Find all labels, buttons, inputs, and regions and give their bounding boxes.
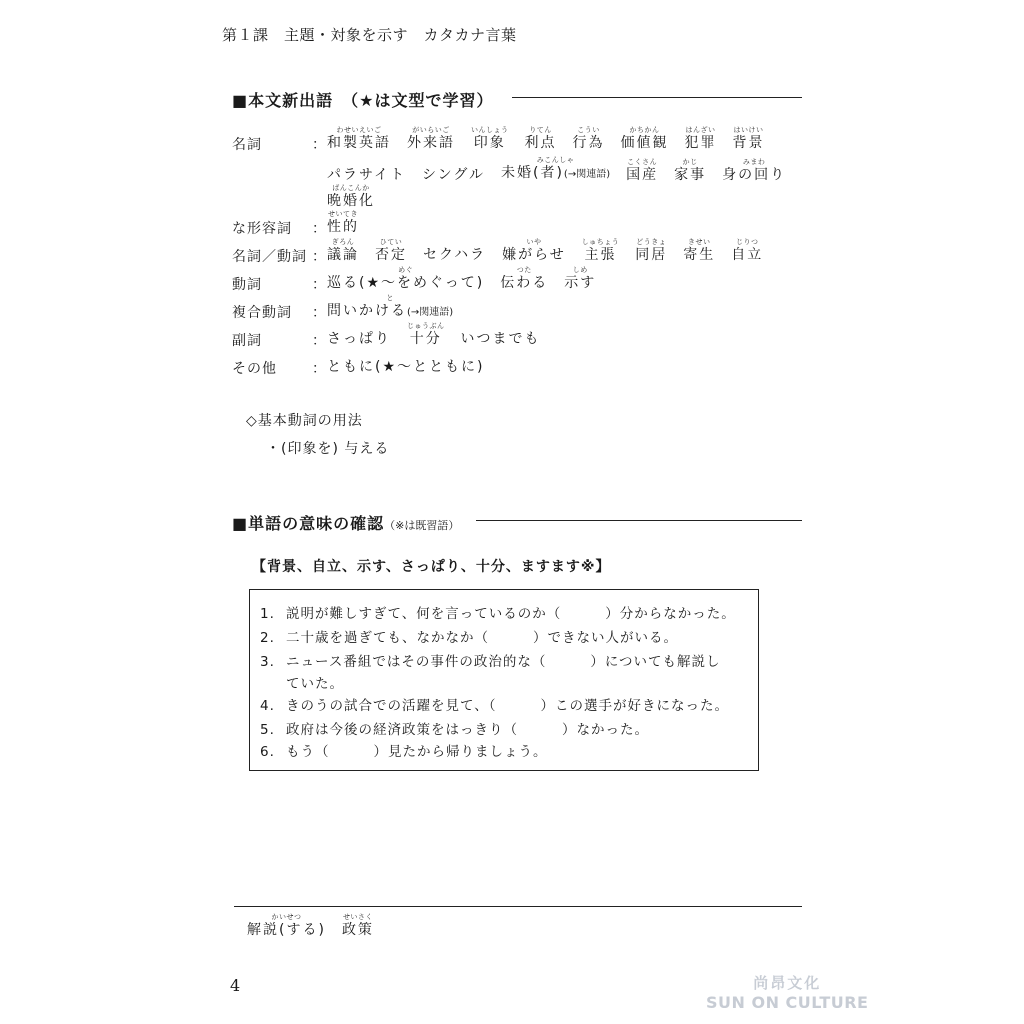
question-text-before: ニュース番組ではその事件の政治的な（	[286, 654, 547, 670]
vocab-word	[327, 322, 391, 348]
furigana: こくさん	[627, 158, 658, 166]
furigana	[327, 322, 391, 330]
question-text-after: ）できない人がいる。	[533, 630, 678, 646]
furigana: かじ	[682, 158, 698, 166]
word-text	[327, 358, 484, 376]
word-text	[564, 274, 596, 292]
question-text-after: ）分からなかった。	[605, 606, 736, 622]
question-text-after: ）この選手が好きになった。	[540, 698, 729, 714]
word-main: パラサイト	[327, 167, 407, 183]
meaning-section-title-text: ■単語の意味の確認	[232, 514, 385, 533]
vocab-word	[327, 158, 406, 184]
word-main: 価値観	[620, 135, 669, 151]
word-text	[422, 166, 485, 184]
word-text	[327, 274, 484, 292]
word-text	[327, 166, 406, 184]
vocab-category: 副詞	[232, 333, 262, 349]
publisher-logo	[706, 972, 868, 1012]
vocab-category: 動詞	[232, 277, 262, 293]
question-item	[260, 626, 678, 646]
question-text-before: ていた。	[286, 676, 344, 692]
furigana: せいてき	[328, 210, 358, 218]
vocab-words	[327, 266, 612, 292]
word-main: シングル	[422, 167, 485, 183]
word-main: 犯罪	[684, 135, 717, 151]
word-text	[582, 246, 620, 264]
furigana: と	[386, 294, 394, 302]
furigana: めぐ	[398, 266, 414, 274]
furigana	[327, 350, 484, 358]
word-text	[327, 134, 391, 152]
vocab-word	[685, 126, 717, 152]
vocab-category: 名詞	[232, 137, 262, 153]
vocab-word	[407, 126, 455, 152]
word-text	[674, 166, 706, 184]
colon: ：	[312, 277, 326, 293]
vocab-word	[423, 238, 486, 264]
meaning-section-note: （※は既習語）	[384, 519, 460, 532]
vocab-category: その他	[232, 361, 277, 377]
word-text	[407, 330, 445, 348]
vocab-word	[500, 266, 548, 292]
vocab-section-title: ■本文新出語 （★は文型で学習）	[232, 91, 494, 110]
word-main: 行為	[572, 135, 605, 151]
word-main: 主張	[584, 247, 617, 263]
word-text	[525, 134, 557, 152]
question-number: 4.	[260, 698, 275, 714]
furigana: がいらいご	[412, 126, 450, 134]
vocab-word	[471, 126, 509, 152]
furigana: じりつ	[736, 238, 759, 246]
question-item	[260, 740, 548, 760]
colon: ：	[312, 221, 326, 237]
word-text	[247, 921, 326, 939]
furigana: つた	[516, 266, 532, 274]
question-number: 3.	[260, 654, 275, 670]
vocab-words	[327, 350, 500, 376]
word-main: 嫌がらせ	[502, 247, 566, 263]
footer-rule	[234, 906, 802, 907]
section-rule	[512, 97, 802, 98]
word-text	[407, 134, 455, 152]
furigana: いんしょう	[471, 126, 509, 134]
vocab-word	[327, 184, 375, 210]
vocab-word	[582, 238, 620, 264]
question-text-before: 説明が難しすぎて、何を言っているのか（	[286, 606, 562, 622]
furigana: どうきょ	[636, 238, 667, 246]
furigana	[423, 238, 486, 246]
vocab-word	[621, 126, 669, 152]
word-text	[423, 246, 486, 264]
word-main: 未婚(者)	[500, 165, 564, 181]
word-main: 議論	[327, 247, 359, 263]
furigana: じゅうぶん	[407, 322, 445, 330]
vocab-word	[731, 238, 763, 264]
vocab-words	[327, 126, 781, 152]
vocab-word	[525, 126, 557, 152]
word-text	[626, 166, 658, 184]
vocab-word	[502, 238, 566, 264]
word-text	[685, 134, 717, 152]
vocab-word	[327, 350, 484, 376]
word-main: 印象	[473, 135, 506, 151]
usage-title: ◇基本動詞の用法	[246, 413, 363, 429]
word-main: 晩婚化	[327, 193, 375, 209]
furigana: りてん	[529, 126, 552, 134]
vocab-word	[674, 158, 706, 184]
vocab-words	[327, 156, 802, 184]
vocab-words	[327, 294, 469, 322]
furigana: こうい	[577, 126, 600, 134]
word-text	[501, 164, 610, 184]
furigana: いや	[526, 238, 542, 246]
furigana: せいさく	[342, 913, 373, 921]
vocab-word	[461, 322, 541, 348]
colon: ：	[312, 137, 326, 153]
word-note: (→関連語)	[407, 307, 454, 318]
word-main: 外来語	[407, 135, 455, 151]
furigana: わせいえいご	[336, 126, 382, 134]
vocab-words	[327, 322, 557, 348]
word-note: (→関連語)	[563, 169, 611, 180]
furigana: かちかん	[629, 126, 660, 134]
colon: ：	[312, 333, 326, 349]
vocab-word	[407, 322, 445, 348]
question-item	[260, 602, 736, 622]
word-text	[500, 274, 548, 292]
meaning-section-title	[232, 511, 459, 534]
furigana: かいせつ	[271, 913, 302, 921]
vocab-word	[327, 126, 391, 152]
question-box	[249, 589, 759, 771]
furigana	[422, 158, 485, 166]
footnote	[247, 913, 390, 939]
vocab-word	[342, 913, 374, 939]
word-text	[733, 134, 765, 152]
usage-item: ・(印象を) 与える	[266, 441, 390, 457]
chapter-header: 第１課 主題・対象を示す カタカナ言葉	[222, 26, 517, 44]
word-main: 巡る(★〜をめぐって)	[327, 275, 485, 291]
page-number: 4	[230, 976, 241, 995]
word-main: さっぱり	[327, 331, 391, 347]
word-text	[502, 246, 566, 264]
question-item	[260, 718, 649, 738]
word-main: 伝わる	[500, 275, 549, 291]
word-text	[722, 166, 786, 184]
colon: ：	[312, 361, 326, 377]
vocab-category: 複合動詞	[232, 305, 292, 321]
furigana: しめ	[572, 266, 588, 274]
vocab-word	[327, 238, 359, 264]
furigana: みまわ	[742, 158, 766, 166]
word-text	[342, 921, 374, 939]
question-text-after: ）見たから帰りましょう。	[373, 744, 548, 760]
vocab-word	[564, 266, 596, 292]
word-text	[375, 246, 407, 264]
furigana	[327, 158, 406, 166]
furigana	[461, 322, 541, 330]
word-main: 身の回り	[722, 167, 787, 183]
word-main: 和製英語	[327, 135, 391, 151]
word-main: 十分	[409, 331, 442, 347]
vocab-category: な形容詞	[232, 221, 292, 237]
word-list: 【背景、自立、示す、さっぱり、十分、ますます※】	[252, 559, 611, 575]
furigana: しゅちょう	[581, 238, 620, 246]
question-number: 6.	[260, 744, 275, 760]
word-main: 利点	[524, 135, 557, 151]
vocab-word	[327, 210, 359, 236]
furigana: はいけい	[733, 126, 764, 134]
word-text	[327, 218, 359, 236]
word-text	[573, 134, 605, 152]
vocab-word	[422, 158, 485, 184]
vocab-word	[626, 158, 658, 184]
section-rule	[476, 520, 802, 521]
question-text-before: もう（	[286, 744, 330, 760]
word-main: 家事	[674, 167, 707, 183]
furigana: ばんこんか	[332, 184, 370, 192]
word-main: 国産	[626, 167, 659, 183]
word-main: 問いかける	[327, 303, 407, 319]
question-item	[260, 694, 729, 714]
word-main: 否定	[375, 247, 407, 263]
question-item	[260, 650, 721, 670]
word-main: セクハラ	[423, 247, 487, 263]
word-main: ともに(★〜とともに)	[327, 359, 485, 375]
word-main: 政策	[341, 922, 374, 938]
word-text	[327, 302, 453, 322]
question-text-after: ）についても解説し	[590, 654, 721, 670]
question-number: 5.	[260, 722, 275, 738]
vocab-word	[327, 266, 484, 292]
furigana: ぎろん	[331, 238, 355, 246]
question-text-before: 二十歳を過ぎても、なかなか（	[286, 630, 489, 646]
vocab-word	[733, 126, 765, 152]
word-main: 性的	[327, 219, 359, 235]
vocab-word	[247, 913, 326, 939]
word-main: 背景	[732, 135, 765, 151]
word-main: 同居	[635, 247, 668, 263]
word-text	[635, 246, 667, 264]
vocab-word	[635, 238, 667, 264]
furigana: ひてい	[379, 238, 403, 246]
vocab-words	[327, 184, 391, 210]
word-main: いつまでも	[460, 331, 541, 347]
vocab-category: 名詞／動詞	[232, 249, 307, 265]
vocab-word	[573, 126, 605, 152]
furigana: はんざい	[685, 126, 716, 134]
word-text	[327, 246, 359, 264]
word-text	[471, 134, 509, 152]
question-number: 1.	[260, 606, 275, 622]
word-main: 解説(する)	[247, 922, 326, 938]
word-text	[327, 330, 391, 348]
publisher-logo-cn: 尚昂文化	[753, 974, 822, 992]
question-number: 2.	[260, 630, 275, 646]
word-text	[683, 246, 715, 264]
word-text	[621, 134, 669, 152]
word-main: 寄生	[683, 247, 716, 263]
word-main: 示す	[564, 275, 597, 291]
vocab-word	[722, 158, 786, 184]
colon: ：	[312, 305, 326, 321]
furigana: みこんしゃ	[536, 156, 575, 164]
question-text-before: きのうの試合での活躍を見て、（	[286, 698, 497, 714]
colon: ：	[312, 249, 326, 265]
vocab-word	[375, 238, 407, 264]
vocab-words	[327, 210, 375, 236]
vocab-word	[683, 238, 715, 264]
publisher-logo-en: SUN ON CULTURE	[706, 993, 869, 1012]
vocab-words	[327, 238, 779, 264]
furigana: きせい	[688, 238, 711, 246]
word-text	[461, 330, 541, 348]
vocab-word	[327, 294, 453, 322]
word-text	[327, 192, 375, 210]
question-text-after: ）なかった。	[562, 722, 649, 738]
question-item	[260, 672, 344, 692]
word-main: 自立	[731, 247, 764, 263]
vocab-word	[501, 156, 610, 184]
word-text	[731, 246, 763, 264]
question-text-before: 政府は今後の経済政策をはっきり（	[286, 722, 518, 738]
